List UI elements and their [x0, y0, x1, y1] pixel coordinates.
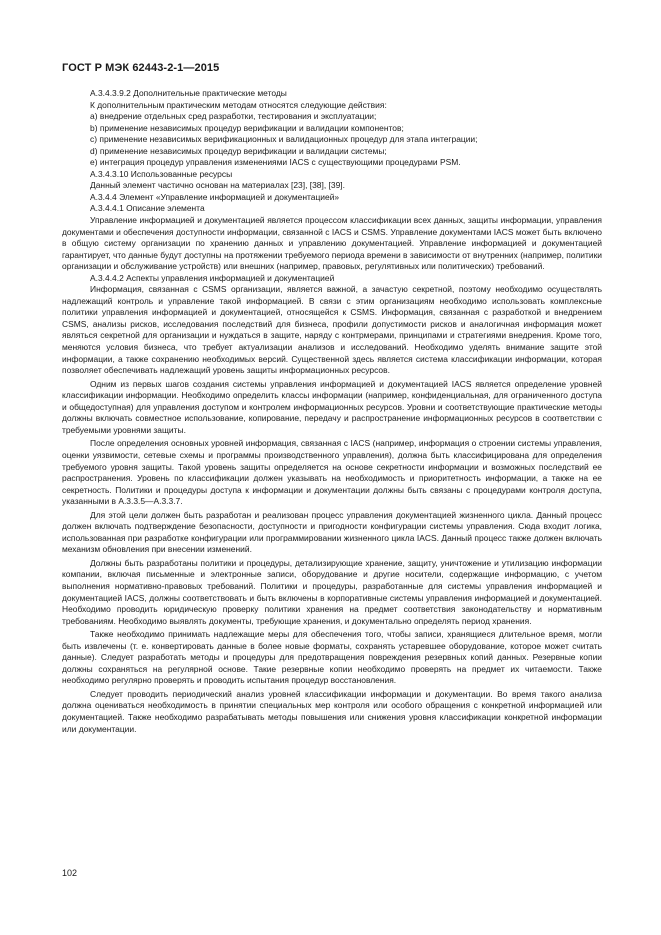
paragraph: Информация, связанная с CSMS организации, является важной, а зачастую секретной, поэтому необходимо осуществлять надлежащий контроль и управление такой информацией. В связи с этим организациям необходимо использовать комплексные политики управления информацией и документацией, относящейся к CSMS. Информация, связанная с разработкой и внедрением CSMS, анализы рисков, исследования последствий для бизнеса, профили допустимости рисков и аналогичная информация может являться секретной для организации и нуждаться в защите, наряду с контрмерами, принципами и стратегиями внедрения. Кроме того, меняются условия бизнеса, что требует актуализации анализов и исследований. Необходимо уделять внимание защите этой информации, а также сохранению необходимых версий. Существенной здесь является система классификации информации, которая позволяет обеспечивать надлежащий уровень защиты информационных ресурсов. [62, 284, 602, 376]
list-item: а) внедрение отдельных сред разработки, тестирования и эксплуатации; [90, 111, 377, 122]
section-heading: А.3.4.3.9.2 Дополнительные практические методы [90, 88, 287, 98]
section-heading: А.3.4.3.10 Использованные ресурсы [90, 168, 233, 179]
paragraph: Данный элемент частично основан на материалах [23], [38], [39]. [90, 180, 345, 191]
page-number: 102 [62, 868, 78, 878]
list-item: b) применение независимых процедур верификации и валидации компонентов; [90, 122, 404, 133]
paragraph: Управление информацией и документацией является процессом классификации всех данных, защиты информации, управления документами и обеспечения доступности информации, связанной с IACS и CSMS. Управление документами IACS может быть включено в общую систему организации по хранению данных и управлению документацией. Управление информацией и документацией гарантирует, что данные будут доступны на протяжении требуемого периода времени в зависимости от внутренних (например, политики организации и обслуживание устройств) или внешних (например, правовых, регулятивных или политических) требований. [62, 215, 602, 272]
list-item: е) интеграция процедур управления изменениями IACS с существующими процедурами PSM. [90, 157, 461, 168]
paragraph: Должны быть разработаны политики и процедуры, детализирующие хранение, защиту, уничтожение и утилизацию информации компании, включая письменные и электронные записи, оборудование и другие носители, содержащие информацию, с учетом выполнения нормативно-правовых требований. Политики и процедуры, разработанные для системы управления информацией и документацией IACS, должны соответствовать и быть включены в корпоративные системы управления информацией и документацией. Необходимо проводить юридическую проверку политики хранения на предмет соответствия законодательству и нормативным требованиям. Необходимо выявлять документы, требующие хранения, и документально определять период хранения. [62, 557, 602, 626]
paragraph: К дополнительным практическим методам относятся следующие действия: [90, 99, 387, 110]
list-item: d) применение независимых процедур верификации и валидации системы; [90, 145, 387, 156]
document-body [62, 88, 602, 735]
section-heading: А.3.4.4 Элемент «Управление информацией и документацией» [90, 191, 340, 202]
section-heading: А.3.4.4.2 Аспекты управления информацией и документацией [90, 272, 335, 283]
paragraph: Одним из первых шагов создания системы управления информацией и документацией IACS является определение уровней классификации информации. Необходимо определить классы информации (например, конфиденциальная, для ограниченного доступа и общедоступная) для управления доступом и контролем информационных ресурсов. Уровни и соответствующие практические методы должны включать совместное использование, копирование, передачу и распространение информационных ресурсов в соответствии с требуемыми уровнями защиты. [62, 378, 602, 435]
section-heading: А.3.4.4.1 Описание элемента [90, 203, 205, 214]
paragraph: Следует проводить периодический анализ уровней классификации информации и документации. Во время такого анализа должна оцениваться необходимость в принятии специальных мер контроля или особого обращения с конкретной информацией или документацией. Также необходимо разрабатывать методы повышения или снижения уровня классификации конкретной информации или документации. [62, 688, 602, 734]
paragraph: Для этой цели должен быть разработан и реализован процесс управления документацией жизненного цикла. Данный процесс должен включать подтверждение безопасности, доступности и пригодности конфигурации системы управления. Сюда входит логика, использованная при разработке конфигурации или программировании жизненного цикла IACS. Данный процесс также должен включать механизм обновления при внесении изменений. [62, 509, 602, 555]
paragraph: Также необходимо принимать надлежащие меры для обеспечения того, чтобы записи, хранящиеся длительное время, могли быть извлечены (т. е. конвертировать данные в более новые форматы, сохранять устаревшее оборудование, которое может считать данные). Следует разработать методы и процедуры для предотвращения повреждения резервных копий данных. Резервные копии должны сохраняться на регулярной основе. Такие резервные копии необходимо проверять на предмет их читаемости. Также необходимо регулярно проверять и проводить испытания процедур восстановления. [62, 629, 602, 686]
document-code-header: ГОСТ Р МЭК 62443-2-1—2015 [62, 62, 220, 74]
paragraph: После определения основных уровней информация, связанная с IACS (например, информация о строении системы управления, оценки уязвимости, сетевые схемы и программы производственного управления), должна быть классифицирована для определения требуемого уровня защиты. Такой уровень защиты определяется на основе секретности информации и возможных последствий ее распространения. Уровень по классификации должен указывать на необходимость и приоритетность информации, а также на ее секретность. Политики и процедуры доступа к информации и документации должны быть связаны с процедурами контроля доступа, указанными в А.3.3.5—А.3.3.7. [62, 438, 602, 507]
list-item: с) применение независимых верификационных и валидационных процедур для этапа интеграции; [90, 134, 478, 145]
